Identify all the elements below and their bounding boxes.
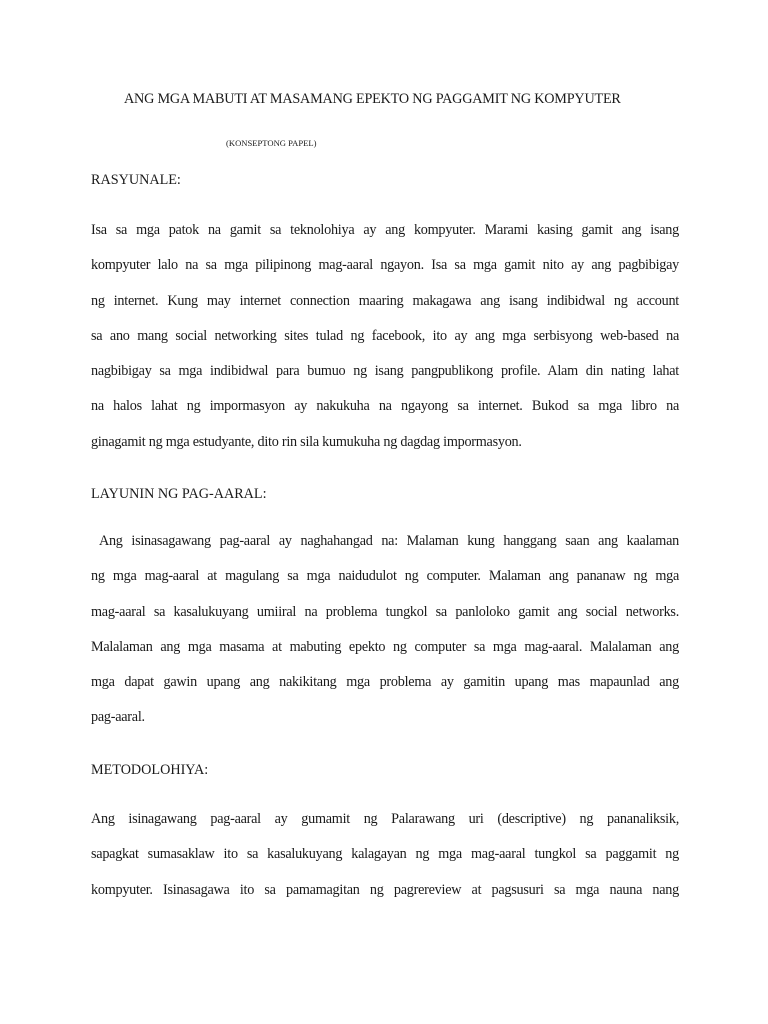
paragraph-line: mag-aaral sa kasalukuyang umiiral na problema tungkol sa panloloko gamit ang social networks.	[91, 603, 679, 620]
section-body-metodolohiya	[91, 802, 679, 908]
paragraph-line: nagbibigay sa mga indibidwal para bumuo ng isang pangpublikong profile. Alam din nating lahat	[91, 363, 679, 380]
paragraph-line: Malalaman ang mga masama at mabuting epekto ng computer sa mga mag-aaral. Malalaman ang	[91, 638, 679, 655]
section-heading-metodolohiya: METODOLOHIYA:	[91, 762, 209, 778]
paragraph-line: sa ano mang social networking sites tulad ng facebook, ito ay ang mga serbisyong web-based na	[91, 327, 679, 344]
paragraph-line: kompyuter. Isinasagawa ito sa pamamagitan ng pagrereview at pagsusuri sa mga nauna nang	[91, 881, 679, 898]
section-body-layunin	[91, 524, 679, 736]
paragraph-line: mga dapat gawin upang ang nakikitang mga problema ay gamitin upang mas mapaunlad ang	[91, 674, 679, 691]
paragraph-line: pag-aaral.	[91, 709, 145, 726]
paragraph-line: Ang isinasagawang pag-aaral ay naghahangad na: Malaman kung hanggang saan ang kaalaman	[91, 533, 679, 549]
paragraph-line: kompyuter lalo na sa mga pilipinong mag-aaral ngayon. Isa sa mga gamit nito ay ang pagbibigay	[91, 257, 679, 274]
document-subtitle: (KONSEPTONG PAPEL)	[226, 138, 317, 148]
section-heading-rasyunale: RASYUNALE:	[91, 172, 181, 188]
paragraph-line: Isa sa mga patok na gamit sa teknolohiya ay ang kompyuter. Marami kasing gamit ang isang	[91, 222, 679, 238]
paragraph-line: ng internet. Kung may internet connection maaring makagawa ang isang indibidwal ng account	[91, 292, 679, 309]
paragraph-line: na halos lahat ng impormasyon ay nakukuha na ngayong sa internet. Bukod sa mga libro na	[91, 398, 679, 415]
document-title: ANG MGA MABUTI AT MASAMANG EPEKTO NG PAGGAMIT NG KOMPYUTER	[124, 91, 621, 107]
paragraph-line: Ang isinagawang pag-aaral ay gumamit ng Palarawang uri (descriptive) ng pananaliksik,	[91, 811, 679, 827]
paragraph-line: ginagamit ng mga estudyante, dito rin sila kumukuha ng dagdag impormasyon.	[91, 433, 522, 450]
paragraph-line: ng mga mag-aaral at magulang sa mga naidudulot ng computer. Malaman ang pananaw ng mga	[91, 568, 679, 585]
section-heading-layunin: LAYUNIN NG PAG-AARAL:	[91, 486, 267, 502]
paragraph-line: sapagkat sumasaklaw ito sa kasalukuyang kalagayan ng mga mag-aaral tungkol sa paggamit ng	[91, 846, 679, 863]
section-body-rasyunale	[91, 213, 679, 460]
